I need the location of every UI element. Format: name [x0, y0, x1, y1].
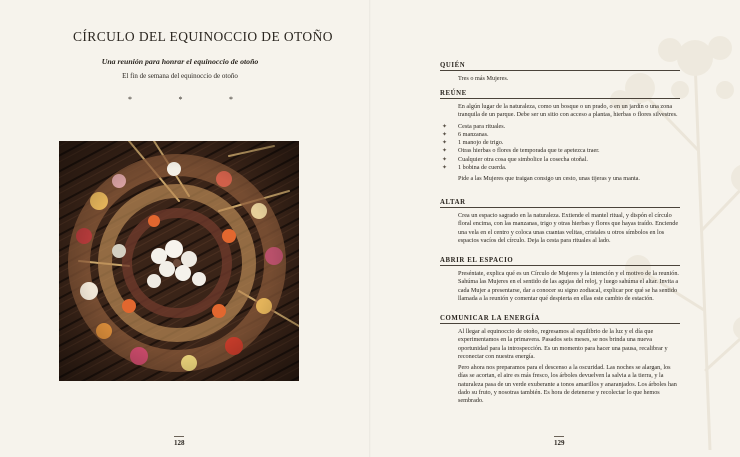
section-altar [440, 199, 680, 248]
section-text-quien: Tres o más Mujeres. [458, 75, 509, 82]
reune-outro: Pide a las Mujeres que traigan consigo un cesto, unas tijeras y una manta. [458, 175, 640, 183]
page-title: CÍRCULO DEL EQUINOCCIO DE OTOÑO [73, 29, 333, 44]
bullet-star-icon: ✦ [442, 165, 448, 172]
bullet-star-icon: ✦ [442, 156, 448, 163]
asterisk: * [178, 95, 183, 104]
asterisk: * [128, 95, 132, 104]
page-subline: El fin de semana del equinoccio de otoño [122, 72, 238, 80]
supply-item: ✦ 1 bobina de cuerda. [442, 164, 507, 172]
section-reune [440, 90, 680, 187]
comunicar-paragraph-1: Al llegar al equinoccio de otoño, regresamos al equilibrio de la luz y el día que experimentamos en la primavera. Pasados seis meses, se nos brinda una nueva oportunidad para la introspección. Es un momento para hacer una pausa, recalibrar y reconectar con nuestra energía. [458, 328, 668, 360]
bullet-star-icon: ✦ [442, 131, 448, 138]
section-abrir-espacio [440, 257, 680, 306]
section-heading-quien: QUIÉN [440, 62, 680, 71]
reune-intro: En algún lugar de la naturaleza, como un bosque o un prado, o en un jardín o una zona tranquila de un parque. Debe ser un sitio con acceso a plantas, hierbas o flores silvestres. [458, 103, 678, 119]
page-subtitle: Una reunión para honrar el equinoccio de otoño [101, 57, 259, 66]
right-page [370, 0, 740, 457]
comunicar-paragraph-2: Pero ahora nos preparamos para el descenso a la oscuridad. Las noches se alargan, los días se acortan, el aire es más fresco, los árboles devuelven la salvia a la tierra, y la naturaleza pasa de un verde exuberante a tonos amarillos y anaranjados. Los árboles han dado su fruto, y nosotras también. Es hora de detenerse y recolectar lo que hemos sembrado. [458, 364, 677, 405]
section-text-abrir: Preséntate, explica qué es un Círculo de Mujeres y la intención y el motivo de la reunión. Sahúma las Mujeres en el sentido de las agujas del reloj, y luego sahúma el altar. Invita a cada Mujer a presentarse, dar a conocer su signo zodiacal, explicar por qué se ha sentido llamada a la reunión y comentar qué despierta en ellas este cambio de estación. [458, 270, 679, 302]
section-quien [440, 62, 680, 86]
asterisk: * [229, 95, 233, 104]
section-heading-reune: REÚNE [440, 90, 680, 99]
ornament-asterisks [128, 95, 233, 104]
supply-list [442, 122, 680, 173]
supply-item: ✦ 1 manojo de trigo. [442, 139, 504, 147]
supply-item: ✦ Cesta para rituales. [442, 122, 506, 130]
floral-circle-photo [59, 141, 299, 381]
page-number: 129 [554, 436, 565, 447]
bullet-star-icon: ✦ [442, 148, 448, 155]
supply-item: ✦ Otras hierbas o flores de temporada que te apetezca traer. [442, 147, 600, 155]
section-text-altar: Crea un espacio sagrado en la naturaleza. Extiende el mantel ritual, y dispón el círculo floral encima, con las manzanas, trigo y otras hierbas y flores que hayas traído. Enciende una vela en el centro y coloca unas cuantas velitas, cristales u otros símbolos en los espacios vacíos del círculo. Deja la cesta para rituales al lado. [458, 212, 679, 244]
section-heading-abrir: ABRIR EL ESPACIO [440, 257, 680, 266]
section-heading-altar: ALTAR [440, 199, 680, 208]
bullet-star-icon: ✦ [442, 140, 448, 147]
section-comunicar-energia [440, 315, 680, 409]
supply-item: ✦ 6 manzanas. [442, 130, 489, 138]
supply-item: ✦ Cualquier otra cosa que simbolice la cosecha otoñal. [442, 155, 588, 163]
bullet-star-icon: ✦ [442, 123, 448, 130]
section-heading-comunicar: COMUNICAR LA ENERGÍA [440, 315, 680, 324]
page-number: 128 [174, 436, 185, 447]
